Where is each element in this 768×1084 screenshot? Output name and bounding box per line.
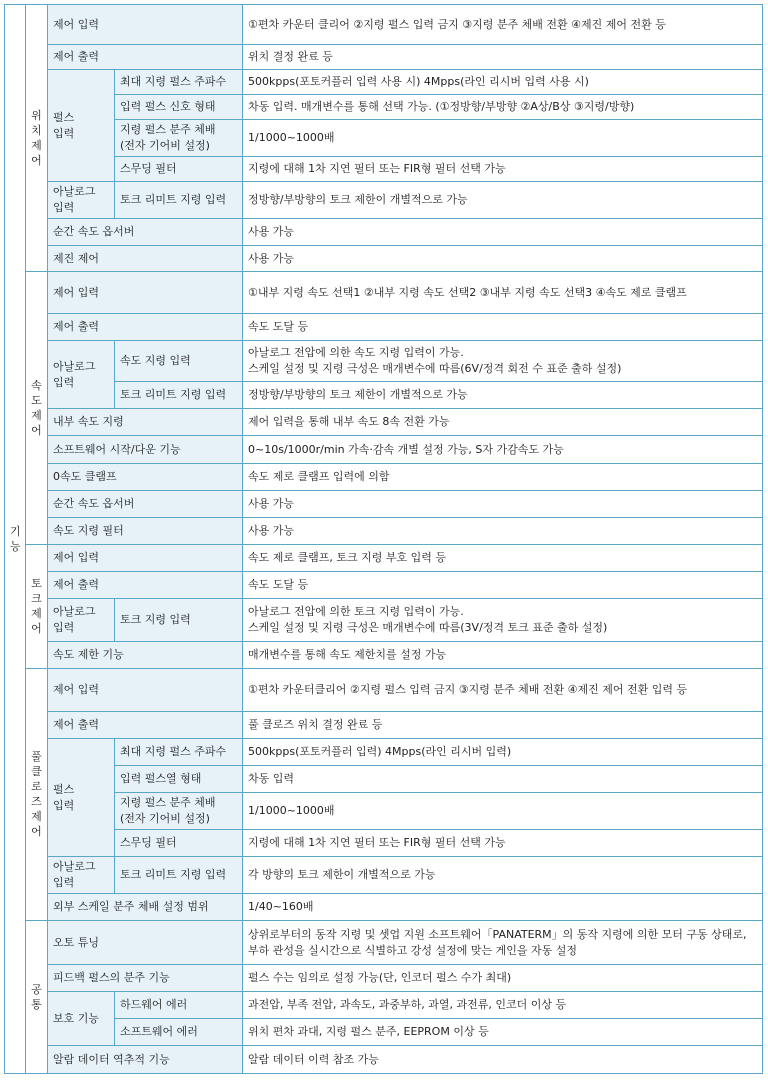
table-row: [5, 1046, 763, 1074]
item-label: 내부 속도 지령: [48, 409, 243, 436]
item-label: 스무딩 필터: [115, 157, 243, 182]
table-row: [5, 182, 763, 219]
item-value: 아날로그 전압에 의한 토크 지령 입력이 가능. 스케일 설정 및 지령 극성은 매개변수에 따름(3V/정격 토크 표준 출하 설정): [243, 599, 763, 642]
item-value: 제어 입력을 통해 내부 속도 8속 전환 가능: [243, 409, 763, 436]
item-value: 0~10s/1000r/min 가속·감속 개별 설정 가능, S자 가감속도 가능: [243, 436, 763, 464]
table-row: [5, 436, 763, 464]
section-label-text: 속 도 제 어: [31, 378, 42, 437]
item-value: ①내부 지령 속도 선택1 ②내부 지령 속도 선택2 ③내부 지령 속도 선택3 ④속도 제로 클램프: [243, 272, 763, 314]
table-row: [5, 766, 763, 793]
item-label: 0속도 클램프: [48, 464, 243, 491]
item-label: 제어 입력: [48, 272, 243, 314]
table-row: [5, 219, 763, 246]
item-value: 속도 도달 등: [243, 572, 763, 599]
item-label: 입력 펄스 신호 형태: [115, 95, 243, 120]
item-value: ①편차 카운터클리어 ②지령 펄스 입력 금지 ③지령 분주 체배 전환 ④제진 제어 전환 입력 등: [243, 669, 763, 712]
item-label: 순간 속도 옵서버: [48, 219, 243, 246]
table-row: [5, 491, 763, 518]
item-value: 사용 가능: [243, 491, 763, 518]
table-row: [5, 545, 763, 572]
item-value: 펄스 수는 임의로 설정 가능(단, 인코더 펄스 수가 최대): [243, 965, 763, 992]
item-label: 피드백 펄스의 분주 기능: [48, 965, 243, 992]
function-spec-table: [4, 4, 763, 1074]
table-row: [5, 45, 763, 70]
table-row: [5, 642, 763, 669]
item-value: ①편차 카운터 클리어 ②지령 펄스 입력 금지 ③지령 분주 체배 전환 ④제진 제어 전환 등: [243, 5, 763, 45]
subgroup-label: 펄스 입력: [48, 70, 115, 182]
item-label: 제어 입력: [48, 669, 243, 712]
item-value: 속도 도달 등: [243, 314, 763, 341]
item-label: 제어 입력: [48, 5, 243, 45]
item-value: 위치 편차 과대, 지령 펄스 분주, EEPROM 이상 등: [243, 1019, 763, 1046]
item-value: 풀 클로즈 위치 결정 완료 등: [243, 712, 763, 739]
item-label: 제어 출력: [48, 45, 243, 70]
subgroup-label: 아날로그 입력: [48, 857, 115, 894]
item-label: 최대 지령 펄스 주파수: [115, 739, 243, 766]
table-row: [5, 314, 763, 341]
item-value: 과전압, 부족 전압, 과속도, 과중부하, 과열, 과전류, 인코더 이상 등: [243, 992, 763, 1019]
table-row: [5, 341, 763, 382]
table-row: [5, 830, 763, 857]
table-row: [5, 409, 763, 436]
table-row: [5, 70, 763, 95]
section-label: [26, 545, 48, 669]
table-row: [5, 246, 763, 272]
item-label: 속도 제한 기능: [48, 642, 243, 669]
item-label: 스무딩 필터: [115, 830, 243, 857]
item-value: 지령에 대해 1차 지연 필터 또는 FIR형 필터 선택 가능: [243, 830, 763, 857]
item-label: 제어 출력: [48, 572, 243, 599]
item-value: 알람 데이터 이력 참조 가능: [243, 1046, 763, 1074]
item-label: 하드웨어 에러: [115, 992, 243, 1019]
subgroup-label: 아날로그 입력: [48, 341, 115, 409]
section-label-text: 위 치 제 어: [31, 108, 42, 167]
item-label: 토크 리미트 지령 입력: [115, 382, 243, 409]
item-value: 지령에 대해 1차 지연 필터 또는 FIR형 필터 선택 가능: [243, 157, 763, 182]
item-value: 각 방향의 토크 제한이 개별적으로 가능: [243, 857, 763, 894]
table-row: [5, 272, 763, 314]
function-category-label-text: 기 능: [10, 524, 21, 553]
table-row: [5, 464, 763, 491]
item-label: 속도 지령 입력: [115, 341, 243, 382]
subgroup-label: 아날로그 입력: [48, 182, 115, 219]
item-label: 입력 펄스열 형태: [115, 766, 243, 793]
table-row: [5, 712, 763, 739]
item-label: 오토 튜닝: [48, 921, 243, 965]
item-value: 1/1000~1000배: [243, 793, 763, 830]
item-label: 제어 입력: [48, 545, 243, 572]
function-category-label: [5, 5, 26, 1074]
item-label: 최대 지령 펄스 주파수: [115, 70, 243, 95]
item-label: 지령 펄스 분주 체배 (전자 기어비 설정): [115, 793, 243, 830]
subgroup-label: 보호 기능: [48, 992, 115, 1046]
table-row: [5, 793, 763, 830]
item-value: 상위로부터의 동작 지령 및 셋업 지원 소프트웨어「PANATERM」의 동작 지령에 의한 모터 구동 상태로, 부하 관성을 실시간으로 식별하고 강성 설정에 맞는 게인을 자동 설정: [243, 921, 763, 965]
item-value: 사용 가능: [243, 246, 763, 272]
item-value: 차동 입력. 매개변수를 통해 선택 가능. (①정방향/부방향 ②A상/B상 ③지령/방향): [243, 95, 763, 120]
section-label: [26, 272, 48, 545]
item-value: 정방향/부방향의 토크 제한이 개별적으로 가능: [243, 182, 763, 219]
item-label: 순간 속도 옵서버: [48, 491, 243, 518]
item-value: 사용 가능: [243, 518, 763, 545]
section-label-text: 공 통: [31, 982, 42, 1011]
item-label: 소프트웨어 시작/다운 기능: [48, 436, 243, 464]
spec-table-body: [5, 5, 763, 1074]
table-row: [5, 95, 763, 120]
section-label: [26, 669, 48, 921]
item-label: 지령 펄스 분주 체배 (전자 기어비 설정): [115, 120, 243, 157]
item-value: 500kpps(포토커플러 입력) 4Mpps(라인 리시버 입력): [243, 739, 763, 766]
item-value: 아날로그 전압에 의한 속도 지령 입력이 가능. 스케일 설정 및 지령 극성은 매개변수에 따름(6V/정격 회전 수 표준 출하 설정): [243, 341, 763, 382]
item-value: 차동 입력: [243, 766, 763, 793]
item-value: 정방향/부방향의 토크 제한이 개별적으로 가능: [243, 382, 763, 409]
table-row: [5, 894, 763, 921]
item-label: 소프트웨어 에러: [115, 1019, 243, 1046]
item-label: 제어 출력: [48, 314, 243, 341]
item-value: 1/40~160배: [243, 894, 763, 921]
table-row: [5, 739, 763, 766]
table-row: [5, 518, 763, 545]
item-label: 토크 지령 입력: [115, 599, 243, 642]
table-row: [5, 599, 763, 642]
table-row: [5, 669, 763, 712]
item-label: 알람 데이터 역추적 기능: [48, 1046, 243, 1074]
item-label: 토크 리미트 지령 입력: [115, 857, 243, 894]
item-value: 속도 제로 클램프 입력에 의함: [243, 464, 763, 491]
table-row: [5, 120, 763, 157]
item-label: 제어 출력: [48, 712, 243, 739]
item-value: 사용 가능: [243, 219, 763, 246]
item-value: 위치 결정 완료 등: [243, 45, 763, 70]
section-label-text: 토 크 제 어: [31, 577, 42, 635]
item-label: 외부 스케일 분주 체배 설정 범위: [48, 894, 243, 921]
subgroup-label: 아날로그 입력: [48, 599, 115, 642]
table-row: [5, 992, 763, 1019]
section-label-text: 풀 클 로 즈 제 어: [31, 750, 42, 838]
table-row: [5, 921, 763, 965]
item-value: 500kpps(포토커플러 입력 사용 시) 4Mpps(라인 리시버 입력 사용 시): [243, 70, 763, 95]
table-row: [5, 572, 763, 599]
table-row: [5, 157, 763, 182]
item-label: 토크 리미트 지령 입력: [115, 182, 243, 219]
section-label: [26, 5, 48, 272]
item-value: 1/1000~1000배: [243, 120, 763, 157]
item-value: 속도 제로 클램프, 토크 지령 부호 입력 등: [243, 545, 763, 572]
table-row: [5, 857, 763, 894]
table-row: [5, 382, 763, 409]
table-row: [5, 1019, 763, 1046]
item-label: 속도 지령 필터: [48, 518, 243, 545]
item-label: 제진 제어: [48, 246, 243, 272]
table-row: [5, 5, 763, 45]
table-row: [5, 965, 763, 992]
subgroup-label: 펄스 입력: [48, 739, 115, 857]
section-label: [26, 921, 48, 1074]
item-value: 매개변수를 통해 속도 제한치를 설정 가능: [243, 642, 763, 669]
